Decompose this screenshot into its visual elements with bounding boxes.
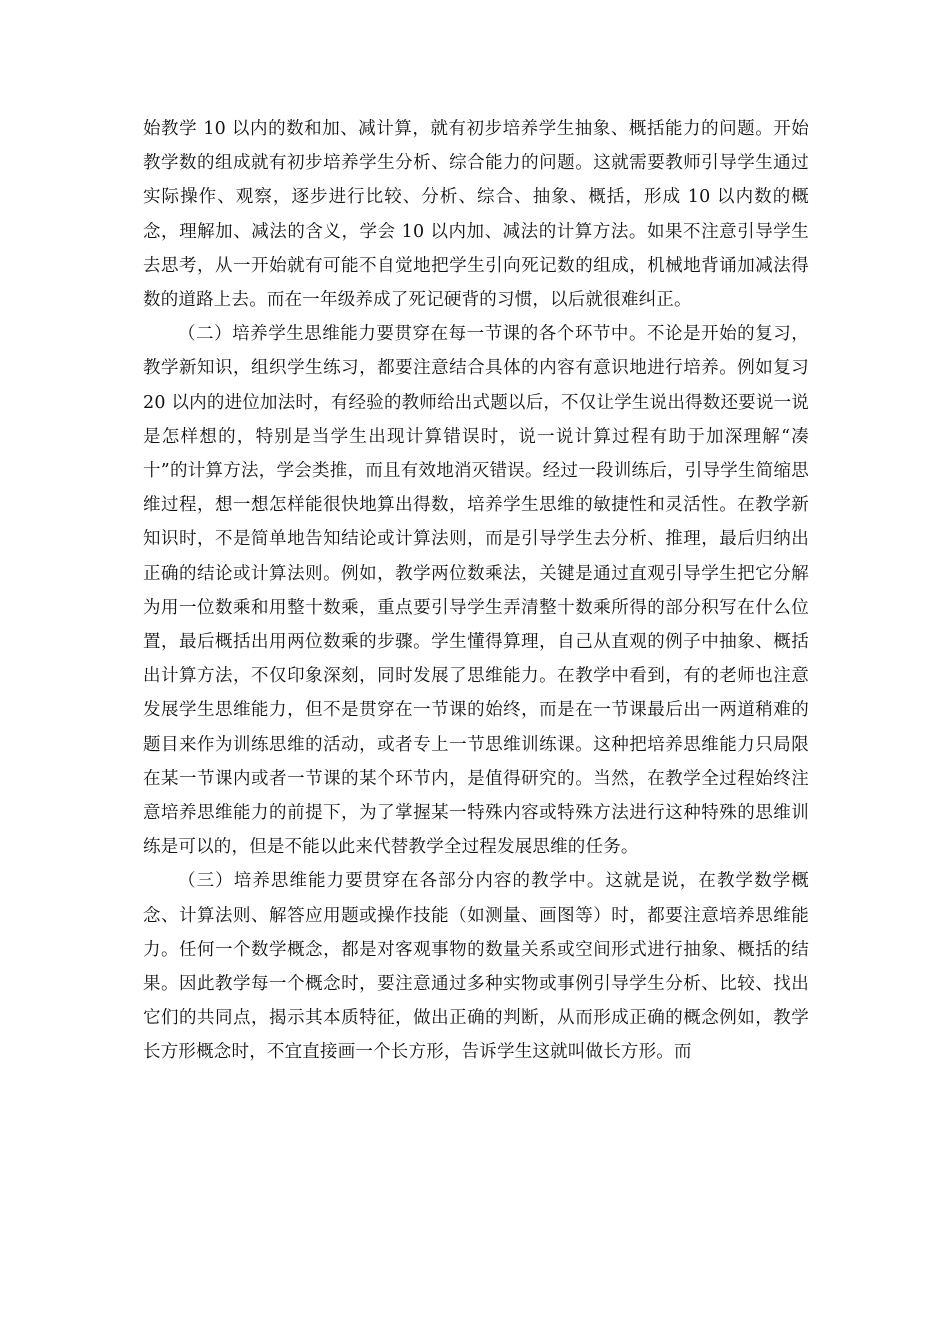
paragraph-continuation: 始教学 10 以内的数和加、减计算，就有初步培养学生抽象、概括能力的问题。开始教学数的组成就有初步培养学生分析、综合能力的问题。这就需要教师引导学生通过实际操作、观察，逐步进行比较、分析、综合、抽象、概括，形成 10 以内数的概念，理解加、减法的含义，学会 10 以内加、减法的计算方法。如果不注意引导学生去思考，从一开始就有可能不自觉地把学生引向死记数的组成，机械地背诵加减法得数的道路上去。而在一年级养成了死记硬背的习惯，以后就很难纠正。 bbox=[143, 119, 809, 311]
paragraph-section-three: （三）培养思维能力要贯穿在各部分内容的教学中。这就是说，在教学数学概念、计算法则、解答应用题或操作技能（如测量、画图等）时，都要注意培养思维能力。任何一个数学概念，都是对客观事物的数量关系或空间形式进行抽象、概括的结果。因此教学每一个概念时，要注意通过多种实物或事例引导学生分析、比较、找出它们的共同点，揭示其本质特征，做出正确的判断，从而形成正确的概念例如，教学长方形概念时，不宜直接画一个长方形，告诉学生这就叫做长方形。而 bbox=[143, 871, 809, 1063]
paragraph-section-two: （二）培养学生思维能力要贯穿在每一节课的各个环节中。不论是开始的复习，教学新知识，组织学生练习，都要注意结合具体的内容有意识地进行培养。例如复习 20 以内的进位加法时，有经验的教师给出式题以后，不仅让学生说出得数还要说一说是怎样想的，特别是当学生出现计算错误时，说一说计算过程有助于加深理解“凑十”的计算方法，学会类推，而且有效地消灭错误。经过一段训练后，引导学生简缩思维过程，想一想怎样能很快地算出得数，培养学生思维的敏捷性和灵活性。在教学新知识时，不是简单地告知结论或计算法则，而是引导学生去分析、推理，最后归纳出正确的结论或计算法则。例如，教学两位数乘法，关键是通过直观引导学生把它分解为用一位数乘和用整十数乘，重点要引导学生弄清整十数乘所得的部分积写在什么位置，最后概括出用两位数乘的步骤。学生懂得算理，自己从直观的例子中抽象、概括出计算方法，不仅印象深刻，同时发展了思维能力。在教学中看到，有的老师也注意发展学生思维能力，但不是贯穿在一节课的始终，而是在一节课最后出一两道稍难的题目来作为训练思维的活动，或者专上一节思维训练课。这种把培养思维能力只局限在某一节课内或者一节课的某个环节内，是值得研究的。当然，在教学全过程始终注意培养思维能力的前提下，为了掌握某一特殊内容或特殊方法进行这种特殊的思维训练是可以的，但是不能以此来代替教学全过程发展思维的任务。 bbox=[143, 324, 809, 858]
document-page bbox=[143, 112, 809, 1070]
